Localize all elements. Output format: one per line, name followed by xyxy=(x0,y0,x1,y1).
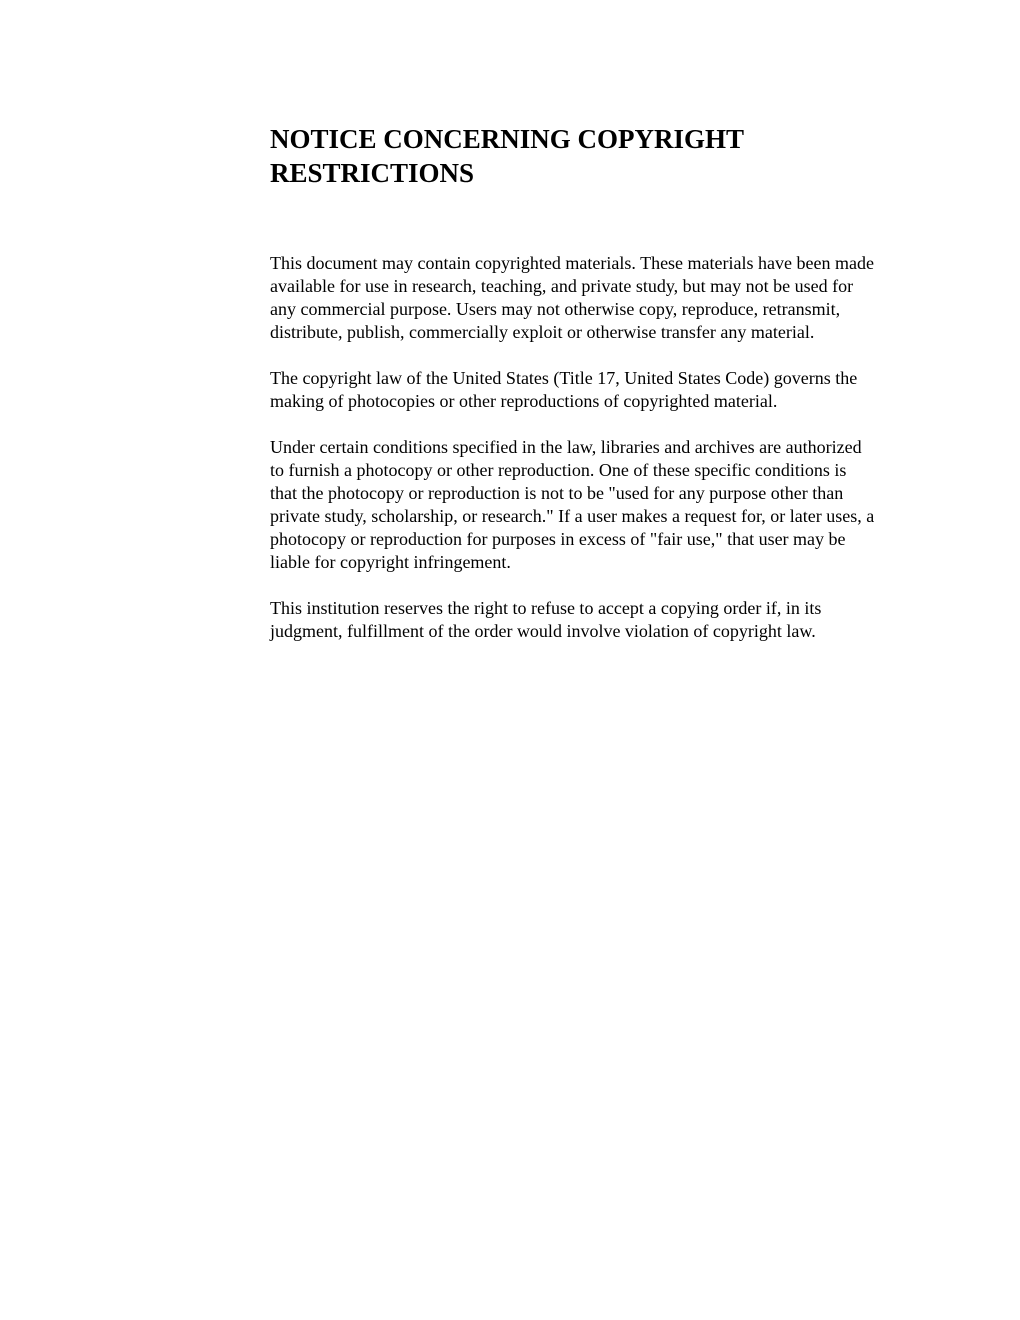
document-body xyxy=(270,252,875,643)
paragraph-fair-use-conditions: Under certain conditions specified in the law, libraries and archives are authorized to furnish a photocopy or other reproduction. One of these specific conditions is that the photocopy or reproduction is not to be "used for any purpose other than private study, scholarship, or research." If a user makes a request for, or later uses, a photocopy or reproduction for purposes in excess of "fair use," that user may be liable for copyright infringement. xyxy=(270,437,875,572)
paragraph-copyright-law: The copyright law of the United States (Title 17, United States Code) governs the making of photocopies or other reproductions of copyrighted material. xyxy=(270,368,858,411)
paragraph-refusal-right: This institution reserves the right to refuse to accept a copying order if, in its judgment, fulfillment of the order would involve violation of copyright law. xyxy=(270,598,822,641)
document-page xyxy=(270,122,875,666)
document-title: NOTICE CONCERNING COPYRIGHT RESTRICTIONS xyxy=(270,124,744,188)
paragraph-copyrighted-materials: This document may contain copyrighted materials. These materials have been made available for use in research, teaching, and private study, but may not be used for any commercial purpose. Users may not otherwise copy, reproduce, retransmit, distribute, publish, commercially exploit or otherwise transfer any material. xyxy=(270,253,874,342)
